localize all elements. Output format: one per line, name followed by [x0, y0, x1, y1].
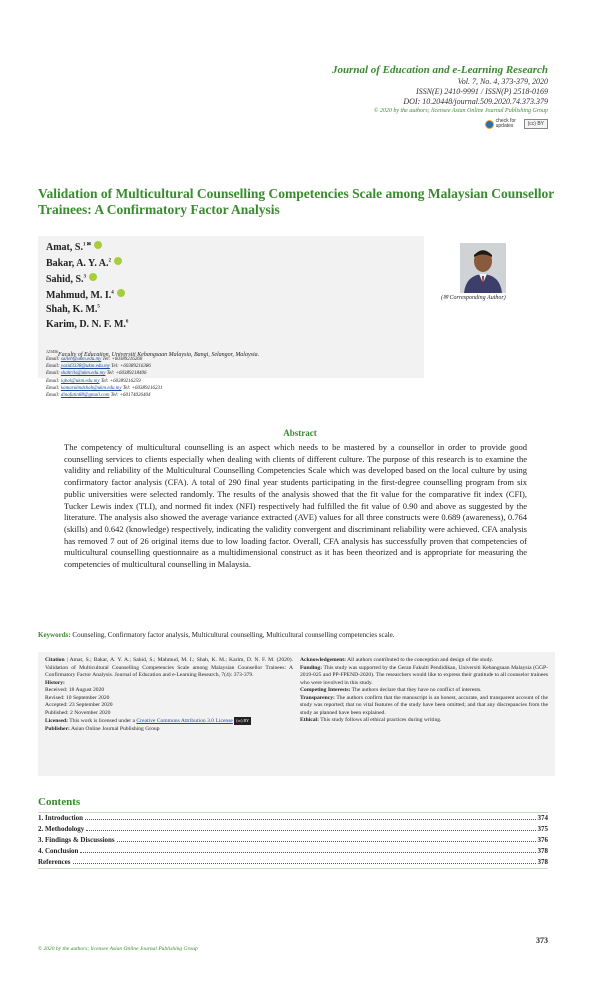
toc-title: 1. Introduction: [38, 814, 83, 822]
email-tel: Tel: +60389218406: [105, 371, 147, 376]
toc-leader: [85, 813, 536, 820]
competing-interests: [300, 687, 548, 695]
author-sup: 2: [108, 258, 112, 264]
issn-info: ISSN(E) 2410-9991 / ISSN(P) 2518-0169: [416, 87, 548, 96]
license-link[interactable]: Creative Commons Attribution 3.0 License: [136, 718, 233, 724]
publisher-label: Publisher:: [45, 725, 70, 732]
keywords-label: Keywords:: [38, 631, 71, 639]
doi-link[interactable]: DOI: 10.20448/journal.509.2020.74.373.379: [403, 97, 548, 106]
toc-leader: [73, 857, 536, 864]
author-6: [46, 319, 128, 330]
paper-title: Validation of Multicultural Counselling Competencies Scale among Malaysian Counsellor Trainees: A Confirmatory Factor Analysis: [38, 186, 555, 217]
footer-copyright: © 2020 by the authors; licensee Asian Online Journal Publishing Group: [38, 946, 198, 952]
ethical-label: Ethical:: [300, 717, 319, 723]
toc-leader: [117, 835, 536, 842]
email-label: Email:: [46, 357, 61, 362]
email-link[interactable]: iqbal@ukm.edu.my: [60, 379, 100, 384]
author-4: [46, 289, 125, 301]
email-tel: Tel: +60389216260: [101, 357, 143, 362]
info-left-column: [45, 657, 293, 733]
email-list-continued: [46, 378, 426, 399]
corresponding-author-note: (✉ Corresponding Author): [441, 295, 506, 301]
email-label: Email:: [46, 393, 61, 398]
email-label: Email:: [46, 386, 61, 391]
publisher: [45, 726, 293, 734]
volume-info: Vol. 7, No. 4, 373-379, 2020: [457, 77, 548, 86]
toc-leader: [86, 824, 535, 831]
transparency-label: Transparency:: [300, 694, 335, 701]
toc-leader: [80, 846, 535, 853]
info-right-column: [300, 657, 548, 725]
affiliation-sup: 123456: [46, 349, 58, 354]
header-badges: [485, 119, 548, 129]
email-tel: Tel: +60389216386: [109, 364, 151, 369]
author-sup: 3: [83, 274, 87, 280]
orcid-icon[interactable]: [89, 273, 97, 281]
author-name: Mahmud, M. I.: [46, 290, 112, 301]
keywords: [38, 631, 395, 639]
email-tel: Tel: +60174026404: [109, 393, 151, 398]
abstract-text: The competency of multicultural counselling is an aspect which needs to be mastered by a counsellor in order to provide good counselling services to clients especially when dealing with clients of different culture. The purpose of this research is to examine the validity and reliability of the Multicultural Counselling Competencies Scale which was developed based on the local culture by using confirmatory factor analysis (CFA). A total of 290 final year students participating in the first-degree counselling program from six public universities were selected randomly. The results of the analysis showed that the fit value for the comparative fit index (CFI), Tucker Lewis index (TLI), and normed fit index (NFI) respectively had fulfilled the fit value of 0.90 and above as suggested by the literature. The analysis also showed the average variance extracted (AVE) values for all three constructs were 0.689 (awareness), 0.764 (skills) and 0.642 (knowledge) respectively, indicating the validity convergent and discriminant reliability were achieved. CFA analysis has removed 7 out of 26 original items due to low loading factor. Overall, CFA analysis has successfully proven that competencies of multicultural counselling questionnaire as a multidimensional construct as it has been theorized and is appropriate for measuring the competencies of multicultural counselling in Malaysia.: [64, 442, 527, 570]
license-text: This work is licensed under a: [68, 718, 137, 724]
email-line: [46, 364, 151, 369]
orcid-icon[interactable]: [114, 257, 122, 265]
transparency: [300, 695, 548, 718]
toc-title: 2. Methodology: [38, 825, 85, 833]
toc-item-methodology[interactable]: [38, 824, 548, 835]
funding-label: Funding:: [300, 664, 323, 671]
email-line: [46, 357, 142, 362]
author-2: [46, 257, 122, 269]
email-link[interactable]: dinafatin88@gmail.com: [60, 393, 110, 398]
affiliation-text: Faculty of Education, Universiti Kebangsaan Malaysia, Bangi, Selangor, Malaysia.: [58, 352, 260, 358]
citation-text: | Amat, S.; Bakar, A. Y. A.; Sahid, S.; Mahmud, M. I.; Shah, K. M.; Karim, D. N. F. M. (2020). Validation of Multicultural Counselling Competencies Scale among Malaysian Counsellor Trainees: A Confirmatory Factor Analysis. Journal of Education and e-Learning Research, 7(4): 373-379.: [45, 657, 293, 678]
article-info-box: [38, 652, 555, 776]
author-name: Amat, S.: [46, 242, 83, 253]
acknowledgement: [300, 657, 548, 665]
cc-by-icon[interactable]: (cc) BY: [236, 718, 250, 723]
author-sup: 5: [97, 304, 100, 310]
email-tel: Tel: +60389216231: [121, 386, 163, 391]
email-line: [46, 392, 426, 399]
author-sup: 6: [125, 319, 129, 325]
author-photo: [460, 243, 506, 293]
copyright-line: © 2020 by the authors; licensee Asian Online Journal Publishing Group: [373, 108, 548, 114]
keywords-text: Counseling, Confirmatory factor analysis, Multicultural counselling, Multicultural counselling competencies scale.: [70, 631, 395, 639]
citation-label: Citation: [45, 657, 65, 663]
funding-text: This study was supported by the Geran Fakulti Pendidikan, Universiti Kebangsaan Malaysia (GGP-2019-025 and PP-FPEND-2020). The researchers would like to express their gratitude to all counselor trainees who were involved in this study.: [300, 664, 548, 686]
ethical: [300, 717, 548, 725]
toc-item-findings[interactable]: [38, 835, 548, 846]
toc-divider: [38, 868, 548, 869]
toc-item-introduction[interactable]: [38, 813, 548, 824]
license: [45, 717, 293, 726]
email-label: Email:: [46, 371, 61, 376]
toc-item-references[interactable]: [38, 857, 548, 868]
ethical-text: This study follows all ethical practices during writing.: [318, 717, 442, 723]
toc-page: 375: [537, 825, 548, 833]
transparency-text: The authors confirm that the manuscript is an honest, accurate, and transparent account of the study was reported; that no vital features of the study have been omitted; and that any discrepancies from the study as planned have been explained.: [300, 694, 548, 716]
email-line: [46, 378, 426, 385]
publisher-text: Asian Online Journal Publishing Group: [69, 725, 160, 732]
author-1: [46, 241, 102, 253]
orcid-icon[interactable]: [117, 289, 125, 297]
citation: [45, 657, 293, 680]
toc-page: 378: [537, 847, 548, 855]
date-published: Published: 2 November 2020: [45, 709, 111, 716]
toc-item-conclusion[interactable]: [38, 846, 548, 857]
crossmark-icon: [485, 120, 494, 129]
ack-text: All authors contributed to the conception and design of the study.: [346, 657, 494, 663]
table-of-contents: [38, 812, 548, 869]
date-accepted: Accepted: 23 September 2020: [45, 702, 113, 708]
check-updates-badge[interactable]: [485, 119, 518, 129]
toc-title: 4. Conclusion: [38, 847, 79, 855]
email-link[interactable]: shahrils@ukm.edu.my: [60, 371, 106, 376]
email-link[interactable]: kamarulmdshah@ukm.edu.my: [60, 386, 122, 391]
competing-label: Competing Interests:: [300, 687, 351, 693]
author-name: Karim, D. N. F. M.: [46, 319, 126, 330]
toc-title: 3. Findings & Discussions: [38, 836, 115, 844]
date-received: Received: 18 August 2020: [45, 687, 105, 693]
contents-heading: Contents: [38, 796, 81, 808]
license-label: Licensed:: [45, 718, 68, 724]
competing-text: The authors declare that they have no conflict of interests.: [350, 687, 482, 693]
email-line: [46, 371, 146, 376]
author-sup: 4: [111, 290, 114, 296]
page-number: 373: [536, 936, 548, 945]
journal-name: Journal of Education and e-Learning Research: [331, 64, 548, 76]
author-sup: 1 ✉: [82, 242, 91, 248]
ack-label: Acknowledgement:: [300, 657, 346, 663]
email-tel: Tel: +60389216259: [99, 379, 141, 384]
author-photo-image: [460, 243, 506, 293]
email-link[interactable]: yazid3338@ukm.edu.my: [60, 364, 110, 369]
abstract-heading: Abstract: [283, 428, 317, 438]
email-line: [46, 385, 426, 392]
date-revised: Revised: 10 September 2020: [45, 694, 110, 701]
toc-page: 374: [537, 814, 548, 822]
orcid-icon[interactable]: [94, 241, 102, 249]
funding: [300, 665, 548, 688]
toc-page: 376: [537, 836, 548, 844]
email-label: Email:: [46, 379, 61, 384]
author-name: Shah, K. M.: [46, 304, 98, 315]
toc-title: References: [38, 858, 71, 866]
author-5: [46, 304, 100, 315]
email-link[interactable]: salleh@ukm.edu.my: [60, 357, 102, 362]
history-label-text: History:: [45, 679, 65, 686]
check-updates-label: check for updates: [495, 118, 516, 129]
toc-page: 378: [537, 858, 548, 866]
journal-header: [208, 64, 548, 116]
author-box: [38, 236, 424, 378]
email-label: Email:: [46, 364, 61, 369]
author-3: [46, 273, 97, 285]
author-name: Bakar, A. Y. A.: [46, 258, 109, 269]
author-name: Sahid, S.: [46, 274, 84, 285]
history-label: [45, 680, 293, 688]
cc-license-badge[interactable]: (cc) BY: [524, 119, 548, 129]
